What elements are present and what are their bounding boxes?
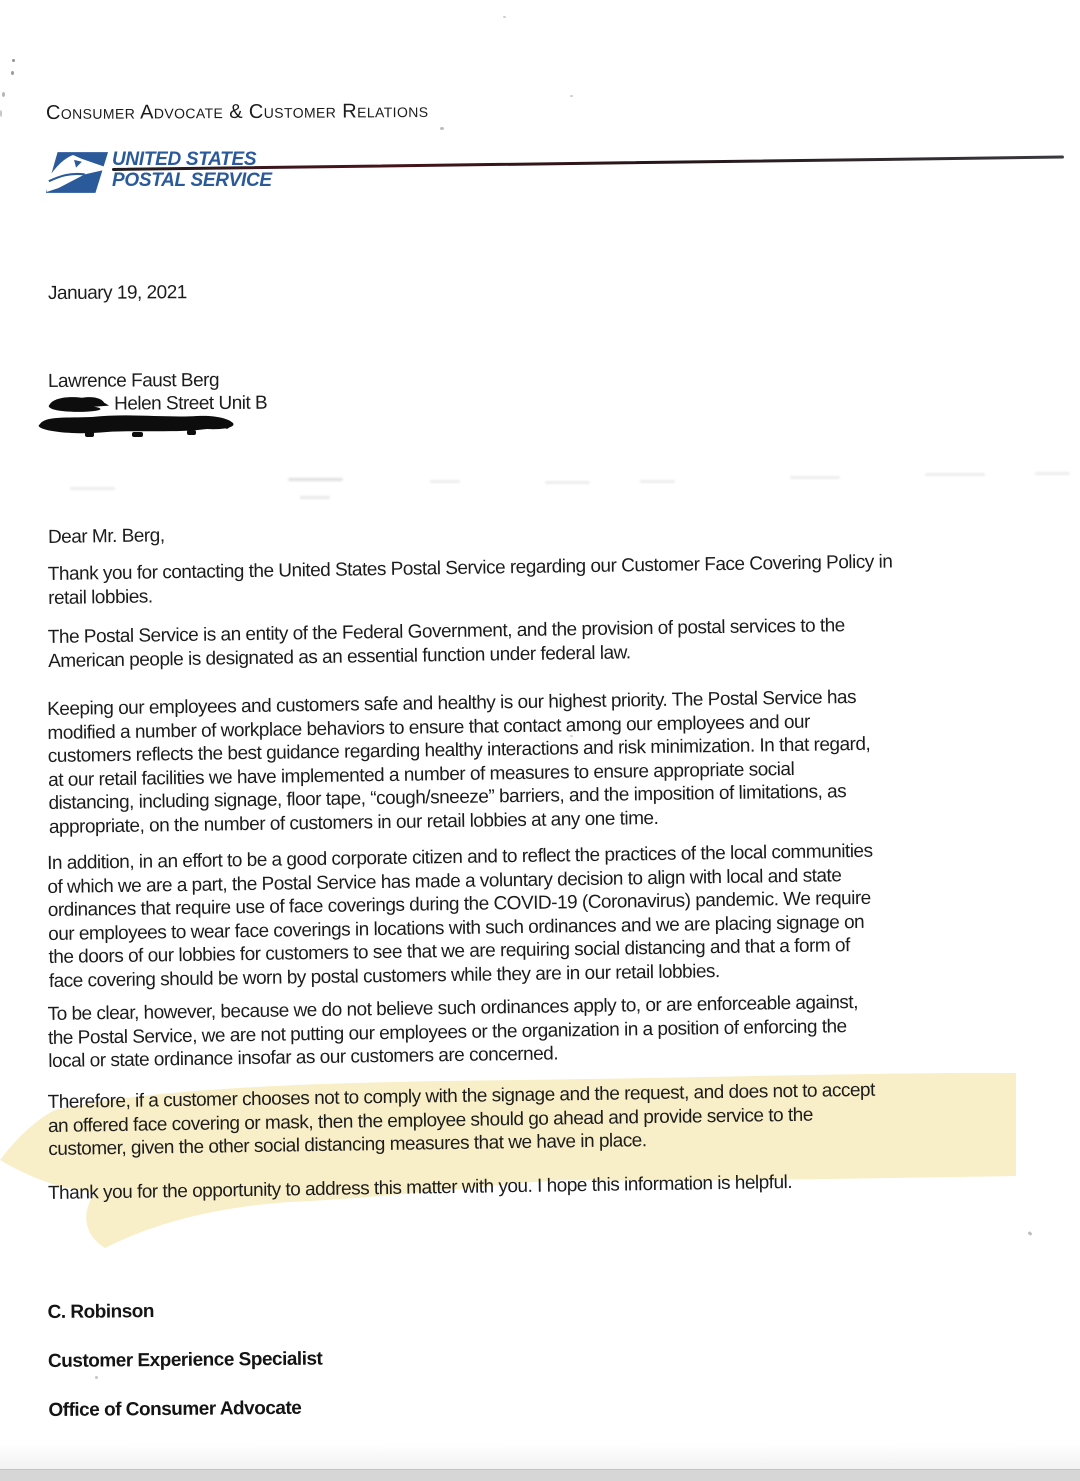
usps-wordmark-line1: UNITED STATES [112, 149, 257, 170]
scan-artifact [440, 127, 444, 130]
salutation: Dear Mr. Berg, [47, 525, 165, 548]
recipient-name: Lawrence Faust Berg [47, 369, 220, 393]
letter-paragraph-2: The Postal Service is an entity of the Federal Government, and the provision of postal services to the American people is designated as an essential function under federal law. [47, 615, 845, 672]
recipient-street-line [48, 387, 1048, 416]
scan-artifact [11, 71, 14, 75]
department-header: Consumer Advocate & Customer Relations [45, 99, 429, 124]
scan-bottom-fade [0, 1444, 1080, 1470]
closing-paragraph: Thank you for the opportunity to address this matter with you. I hope this information is helpful. [47, 1171, 793, 1204]
letter-paragraph-1: Thank you for contacting the United States Postal Service regarding our Customer Face Covering Policy in retail lobbies. [47, 551, 893, 609]
signature-block [47, 1267, 1048, 1447]
signature-name: C. Robinson [47, 1300, 155, 1323]
scan-artifact [2, 92, 5, 97]
scan-artifact [0, 110, 2, 117]
recipient-block [48, 364, 1048, 416]
letter-date: January 19, 2021 [47, 282, 187, 304]
signature-office: Office of Consumer Advocate [48, 1397, 302, 1421]
scan-artifact [503, 16, 506, 18]
scan-artifact [12, 59, 15, 62]
letter-paragraph-3: Keeping our employees and customers safe and healthy is our highest priority. The Postal Service has modified a number of workplace behaviors to ensure that contact among our employees and our customers reflects the best guidance regarding healthy interactions and risk minimization. In that regard, at our retail facilities we have implemented a number of measures to ensure appropriate social distancing, including signage, floor tape, “cough/sneeze” barriers, and the imposition of limitations, as appropriate, on the number of customers in our retail lobbies at any one time. [46, 687, 871, 838]
signature-title: Customer Experience Specialist [47, 1348, 323, 1372]
recipient-street: Helen Street Unit B [114, 392, 268, 415]
street-number-redaction [48, 395, 110, 413]
highlighted-paragraph: Therefore, if a customer chooses not to comply with the signage and the request, and does not to accept an offered face covering or mask, then the employee should go ahead and provide service to the customer, given the other social distancing measures that we have in place. [47, 1079, 875, 1160]
scan-bottom-bar [0, 1469, 1080, 1481]
usps-wordmark-line2: POSTAL SERVICE [112, 170, 272, 191]
letter-paragraph-5: To be clear, however, because we do not believe such ordinances apply to, or are enforceable against, the Postal Service, we are not putting our employees or the organization in a position of enforcing the local or state ordinance insofar as our customers are concerned. [47, 991, 859, 1072]
letter-paragraph-4: In addition, in an effort to be a good corporate citizen and to reflect the practices of the local communities of which we are a part, the Postal Service has made a voluntary decision to align with local and state ordinances that require use of face coverings during the COVID-19 (Coronavirus) pandemic. We require our employees to wear face coverings in locations with such ordinances and we are placing signage on the doors of our lobbies for customers to see that we are requiring social distancing and that a form of face covering should be worn by postal customers while they are in our retail lobbies. [46, 840, 873, 992]
scan-artifact [570, 95, 573, 97]
usps-eagle-icon [44, 148, 110, 195]
